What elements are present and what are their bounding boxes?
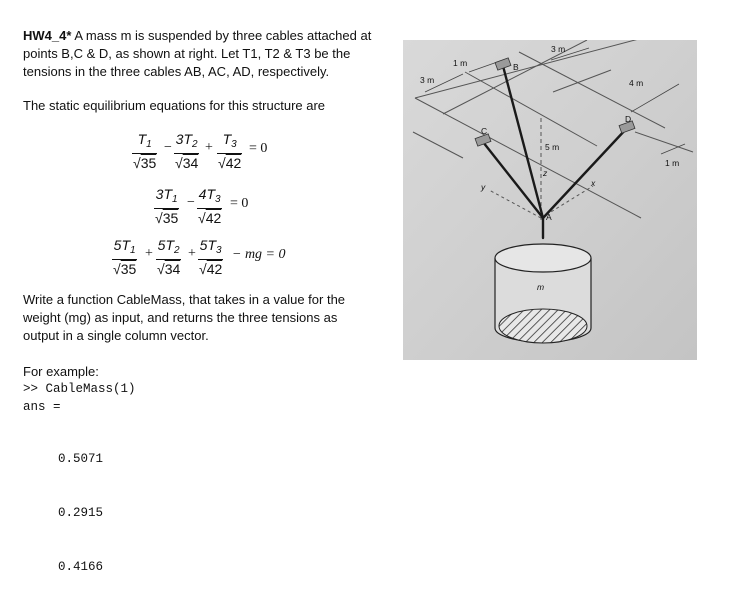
eq1-term-t2: $\frac{3T_2}{√34}$: [175, 131, 199, 171]
ans-value-3: 0.4166: [58, 560, 104, 574]
eq1-term-t3: $\frac{T_3}{√42}$: [218, 131, 242, 171]
label-1m-top: 1 m: [453, 58, 468, 68]
eq1-plus: +: [205, 140, 213, 155]
problem-statement: [23, 27, 393, 81]
equilibrium-intro: The static equilibrium equations for this structure are: [23, 98, 326, 113]
label-4m: 4 m: [629, 78, 644, 88]
cable-diagram: [403, 40, 697, 360]
eq2-term-t1: $\frac{3T_1}{√35}$: [155, 186, 179, 226]
label-point-d: D: [625, 114, 632, 124]
eq2-minus: −: [187, 195, 195, 210]
label-3m-left: 3 m: [420, 75, 435, 85]
label-1m-right: 1 m: [665, 158, 680, 168]
label-3m-top: 3 m: [551, 44, 566, 54]
label-mass: m: [537, 282, 545, 292]
ans-value-2: 0.2915: [58, 506, 104, 520]
problem-title: HW4_4*: [23, 28, 72, 43]
ans-value-1: 0.5071: [58, 452, 104, 466]
label-5m: 5 m: [545, 142, 560, 152]
statement-line-3: tensions in the three cables AB, AC, AD, respectively.: [23, 64, 330, 79]
eq1-term-t1: $\frac{T_1}{√35}$: [133, 131, 157, 171]
label-axis-z: z: [543, 168, 548, 178]
eq3-term-t1: $\frac{5T_1}{√35}$: [113, 237, 137, 277]
label-axis-y: y: [481, 182, 486, 192]
label-point-b: B: [513, 62, 519, 72]
label-point-c: C: [481, 126, 488, 136]
eq3-term-t2: $\frac{5T_2}{√34}$: [157, 237, 181, 277]
label-point-a: A: [546, 212, 552, 222]
task-description: [23, 291, 393, 345]
task-line-1: Write a function CableMass, that takes in a value for the: [23, 292, 346, 307]
eq3-tail: − mg = 0: [232, 247, 286, 262]
example-call: >> CableMass(1): [23, 382, 136, 396]
eq1-rhs: = 0: [249, 141, 268, 156]
label-axis-x: x: [591, 178, 596, 188]
mass-cylinder: [495, 244, 591, 343]
eq3-term-t3: $\frac{5T_3}{√42}$: [199, 237, 223, 277]
cable-diagram-photo: [403, 40, 697, 360]
eq2-term-t3: $\frac{4T_3}{√42}$: [198, 186, 222, 226]
eq2-rhs: = 0: [230, 196, 249, 211]
statement-line-1: HW4_4* A mass m is suspended by three cables attached at: [23, 28, 372, 43]
statement-line-2: points B,C & D, as shown at right. Let T1, T2 & T3 be the: [23, 46, 351, 61]
eq3-plus-2: +: [188, 246, 196, 261]
example-label: For example:: [23, 364, 99, 379]
task-line-3: output in a single column vector.: [23, 328, 209, 343]
eq3-plus-1: +: [145, 246, 153, 261]
task-line-2: weight (mg) as input, and returns the three tensions as: [23, 310, 338, 325]
ans-values: [58, 414, 103, 594]
ans-label: ans =: [23, 400, 61, 414]
eq1-minus: −: [164, 140, 172, 155]
